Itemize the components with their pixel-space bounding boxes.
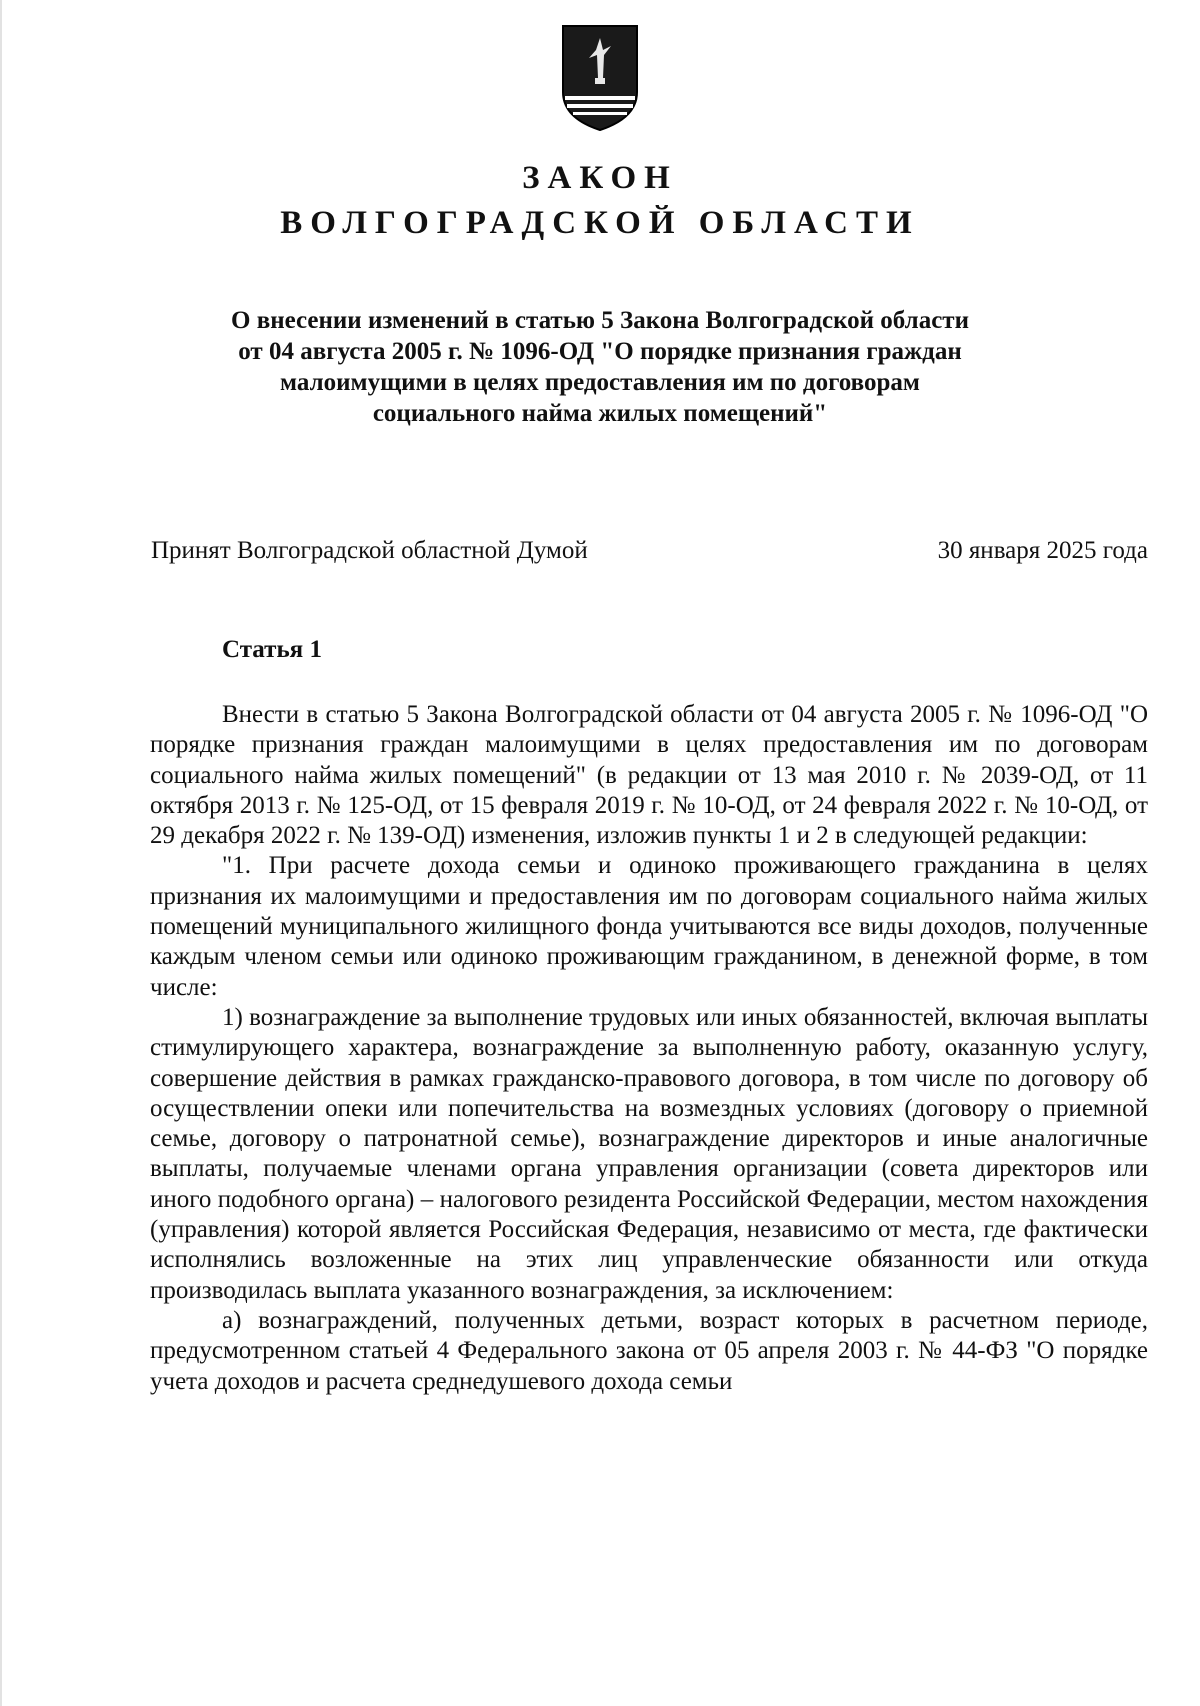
law-region-title: ВОЛГОГРАДСКОЙ ОБЛАСТИ — [280, 205, 920, 241]
article-body — [150, 700, 1148, 1397]
volgograd-coat-of-arms-icon — [559, 22, 641, 134]
heading-line: социального найма жилых помещений" — [372, 400, 828, 427]
adoption-date: 30 января 2025 года — [937, 537, 1148, 564]
heading-line: О внесении изменений в статью 5 Закона Волгоградской области — [231, 307, 969, 334]
heading-line: от 04 августа 2005 г. № 1096-ОД "О порядке признания граждан — [238, 338, 962, 365]
scan-edge-mark — [0, 0, 2, 1706]
article-paragraph: "1. При расчете дохода семьи и одиноко проживающего гражданина в целях признания их малоимущими и предоставления им по договорам социального найма жилых помещений муниципального жилищного фонда учитываются все виды доходов, полученные каждым членом семьи или одиноко проживающим гражданином, в денежной форме, в том числе: — [150, 852, 1148, 1001]
coat-of-arms — [559, 22, 641, 134]
law-heading — [160, 305, 1040, 429]
article-paragraph: Внести в статью 5 Закона Волгоградской области от 04 августа 2005 г. № 1096-ОД "О порядке признания граждан малоимущими в целях предоставления им по договорам социального найма жилых помещений" (в редакции от 13 мая 2010 г. № 2039-ОД, от 11 октября 2013 г. № 125-ОД, от 15 февраля 2019 г. № 10-ОД, от 24 февраля 2022 г. № 10-ОД, от 29 декабря 2022 г. № 139-ОД) изменения, изложив пункты 1 и 2 в следующей редакции: — [150, 701, 1148, 850]
adopted-by: Принят Волгоградской областной Думой — [151, 537, 588, 564]
article-paragraph: а) вознаграждений, полученных детьми, возраст которых в расчетном периоде, предусмотренном статьей 4 Федерального закона от 05 апреля 2003 г. № 44-ФЗ "О порядке учета доходов и расчета среднедушевого дохода семьи — [150, 1306, 1148, 1395]
heading-line: малоимущими в целях предоставления им по договорам — [280, 369, 920, 396]
law-title: ЗАКОН — [522, 160, 678, 196]
article-label: Статья 1 — [222, 636, 322, 663]
article-paragraph: 1) вознаграждение за выполнение трудовых или иных обязанностей, включая выплаты стимулирующего характера, вознаграждение за выполненную работу, оказанную услугу, совершение действия в рамках гражданско-правового договора, в том числе по договору об осуществлении опеки или попечительства на возмездных условиях (договору о приемной семье, договору о патронатной семье), вознаграждение директоров и иные аналогичные выплаты, получаемые членами органа управления организации (совета директоров или иного подобного органа) – налогового резидента Российской Федерации, местом нахождения (управления) которой является Российская Федерация, независимо от места, где фактически исполнялись возложенные на этих лиц управленческие обязанности или откуда производилась выплата указанного вознаграждения, за исключением: — [150, 1003, 1148, 1304]
